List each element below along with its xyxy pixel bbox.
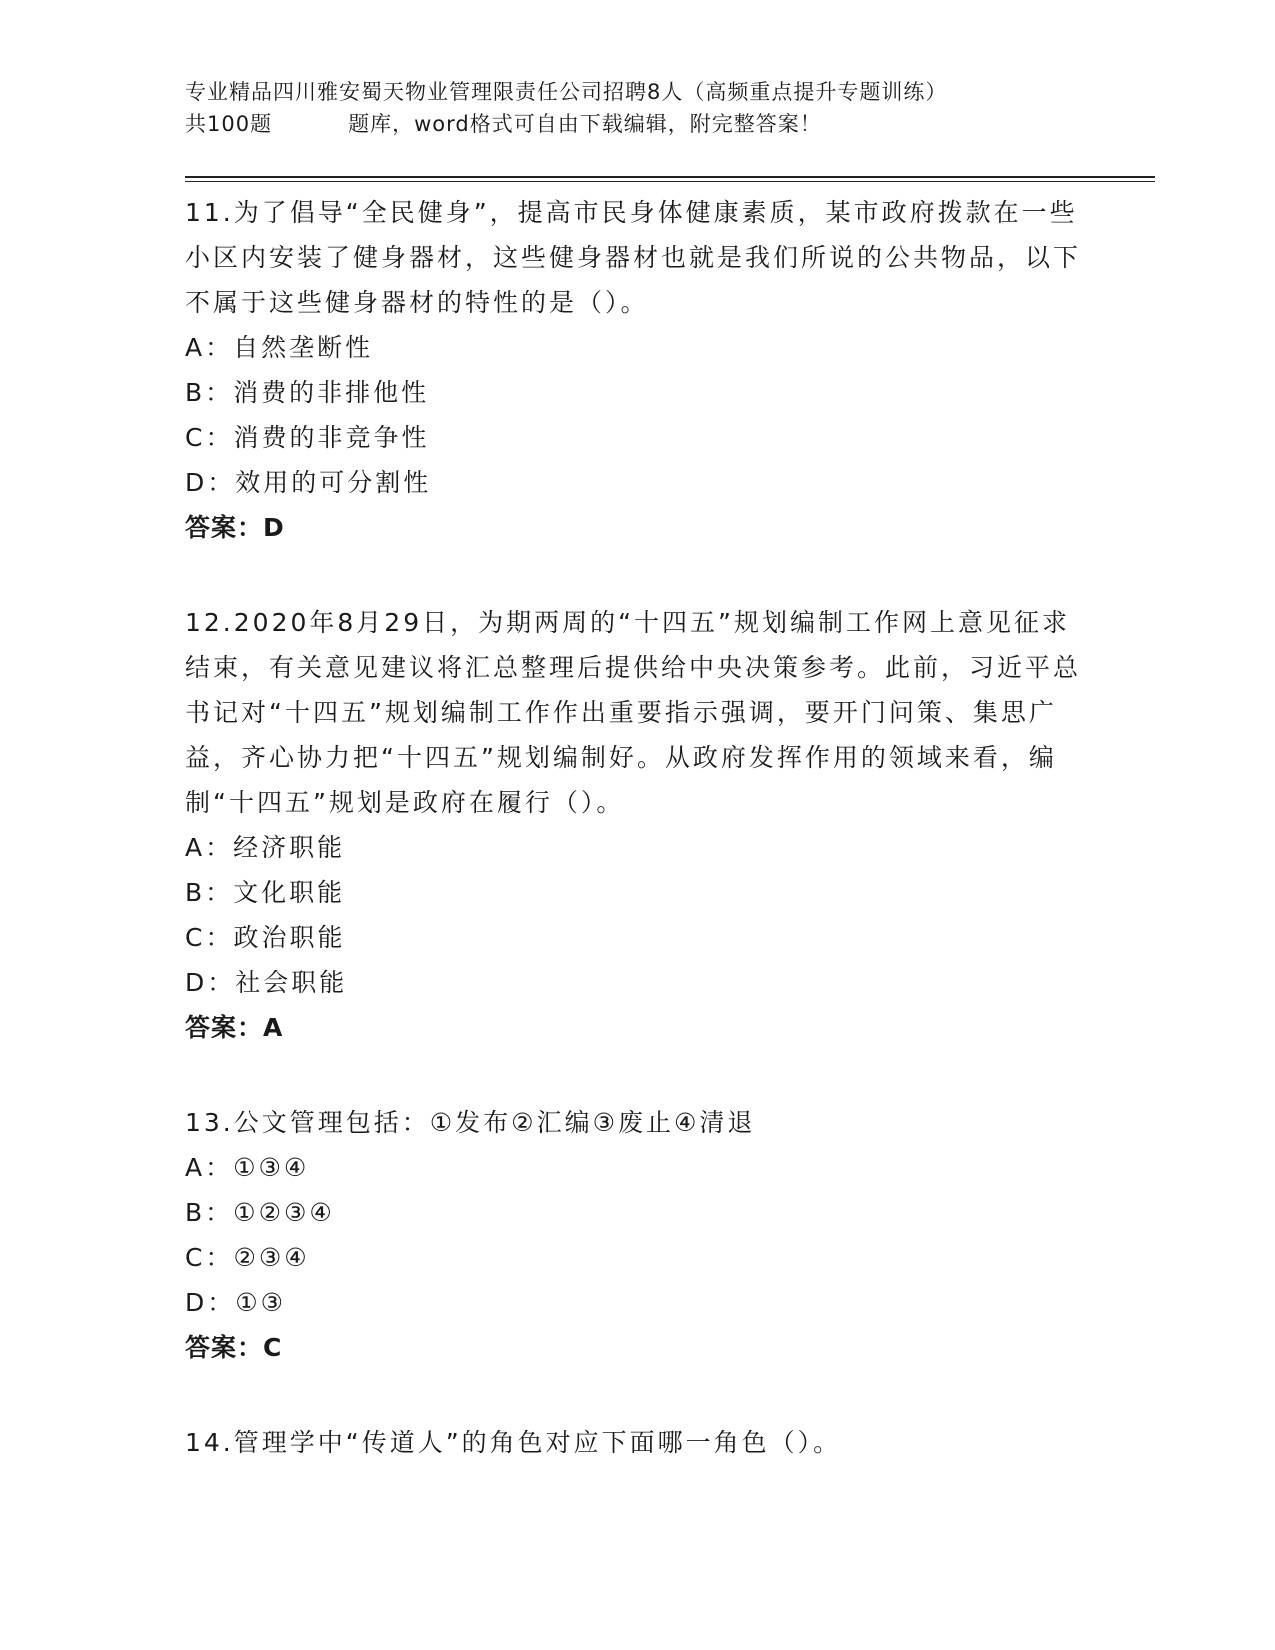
answer: 答案：C [185,1333,283,1362]
option-a: A：自然垄断性 [185,333,374,362]
document-header [185,76,1085,140]
option-a: A：①③④ [185,1153,310,1182]
option-c: C：②③④ [185,1243,310,1272]
option-d: D：社会职能 [185,968,348,997]
question-text: 14.管理学中“传道人”的角色对应下面哪一角色（）。 [185,1428,842,1457]
header-subtitle [185,108,1085,140]
question-text: 12.2020年8月29日，为期两周的“十四五”规划编制工作网上意见征求结束，有关意见建议将汇总整理后提供给中央决策参考。此前，习近平总书记对“十四五”规划编制工作作出重要指示强调，要开门问策、集思广益，齐心协力把“十四五”规划编制好。从政府发挥作用的领域来看，编制“十四五”规划是政府在履行（）。 [185,608,1082,817]
option-c: C：消费的非竞争性 [185,423,430,452]
question-11 [185,190,1085,550]
question-list [185,190,1085,1515]
option-d: D：效用的可分割性 [185,468,432,497]
option-c: C：政治职能 [185,923,346,952]
question-14 [185,1420,1085,1465]
header-question-count: 共100题 [185,112,273,136]
option-b: B：文化职能 [185,878,346,907]
option-b: B：消费的非排他性 [185,378,430,407]
option-d: D：①③ [185,1288,287,1317]
header-divider-thin [185,181,1155,182]
option-a: A：经济职能 [185,833,346,862]
answer: 答案：A [185,1013,284,1042]
question-text: 11.为了倡导“全民健身”，提高市民身体健康素质，某市政府拨款在一些小区内安装了健身器材，这些健身器材也就是我们所说的公共物品，以下不属于这些健身器材的特性的是（）。 [185,198,1082,317]
header-description: 题库，word格式可自由下载编辑，附完整答案！ [348,112,822,136]
header-title: 专业精品四川雅安蜀天物业管理限责任公司招聘8人（高频重点提升专题训练） [185,80,948,104]
option-b: B：①②③④ [185,1198,335,1227]
header-divider-thick [185,176,1155,178]
question-text: 13.公文管理包括：①发布②汇编③废止④清退 [185,1108,756,1137]
question-13 [185,1100,1085,1370]
answer: 答案：D [185,513,285,542]
question-12 [185,600,1085,1050]
